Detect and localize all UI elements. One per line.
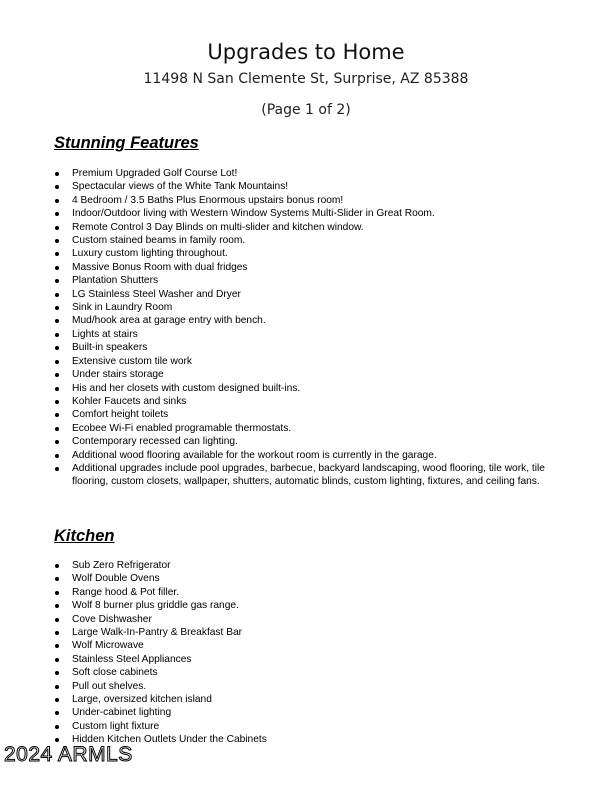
section-heading-kitchen: Kitchen: [54, 527, 115, 545]
list-item: Remote Control 3 Day Blinds on multi-slider and kitchen window.: [54, 221, 574, 234]
list-item: Contemporary recessed can lighting.: [54, 435, 574, 448]
list-item: Wolf 8 burner plus griddle gas range.: [54, 599, 574, 612]
list-item: Comfort height toilets: [54, 408, 574, 421]
list-item: Large Walk-In-Pantry & Breakfast Bar: [54, 626, 574, 639]
features-list: [54, 167, 574, 489]
list-item: His and her closets with custom designed built-ins.: [54, 382, 574, 395]
list-item: Under stairs storage: [54, 368, 574, 381]
list-item: Mud/hook area at garage entry with bench.: [54, 314, 574, 327]
list-item: Under-cabinet lighting: [54, 706, 574, 719]
list-item: Hidden Kitchen Outlets Under the Cabinets: [54, 733, 574, 746]
list-item: Range hood & Pot filler.: [54, 586, 574, 599]
list-item: Spectacular views of the White Tank Mountains!: [54, 180, 574, 193]
list-item: Indoor/Outdoor living with Western Window Systems Multi-Slider in Great Room.: [54, 207, 574, 220]
section-heading-stunning-features: Stunning Features: [54, 134, 199, 152]
list-item: Sink in Laundry Room: [54, 301, 574, 314]
kitchen-list: [54, 559, 574, 747]
list-item: Cove Dishwasher: [54, 613, 574, 626]
page-indicator: (Page 1 of 2): [261, 102, 351, 118]
page-title: Upgrades to Home: [207, 40, 405, 64]
list-item: Plantation Shutters: [54, 274, 574, 287]
list-item: Premium Upgraded Golf Course Lot!: [54, 167, 574, 180]
list-item: Stainless Steel Appliances: [54, 653, 574, 666]
list-item: Additional wood flooring available for the workout room is currently in the garage.: [54, 449, 574, 462]
list-item: Custom light fixture: [54, 720, 574, 733]
list-item: Lights at stairs: [54, 328, 574, 341]
list-item: Wolf Microwave: [54, 639, 574, 652]
list-item: Large, oversized kitchen island: [54, 693, 574, 706]
list-item: Built-in speakers: [54, 341, 574, 354]
list-item: Massive Bonus Room with dual fridges: [54, 261, 574, 274]
list-item: Soft close cabinets: [54, 666, 574, 679]
list-item: Kohler Faucets and sinks: [54, 395, 574, 408]
list-item: Pull out shelves.: [54, 680, 574, 693]
list-item: Custom stained beams in family room.: [54, 234, 574, 247]
list-item: Luxury custom lighting throughout.: [54, 247, 574, 260]
copyright-watermark: 2024 ARMLS: [4, 743, 133, 766]
list-item: LG Stainless Steel Washer and Dryer: [54, 288, 574, 301]
property-address: 11498 N San Clemente St, Surprise, AZ 85388: [143, 71, 469, 87]
list-item: Sub Zero Refrigerator: [54, 559, 574, 572]
list-item: Extensive custom tile work: [54, 355, 574, 368]
list-item: Wolf Double Ovens: [54, 572, 574, 585]
list-item: Additional upgrades include pool upgrades, barbecue, backyard landscaping, wood flooring, tile work, tile flooring, custom closets, wallpaper, shutters, automatic blinds, custom lighting, fixtures, and ceiling fans.: [54, 462, 574, 489]
list-item: 4 Bedroom / 3.5 Baths Plus Enormous upstairs bonus room!: [54, 194, 574, 207]
list-item: Ecobee Wi-Fi enabled programable thermostats.: [54, 422, 574, 435]
